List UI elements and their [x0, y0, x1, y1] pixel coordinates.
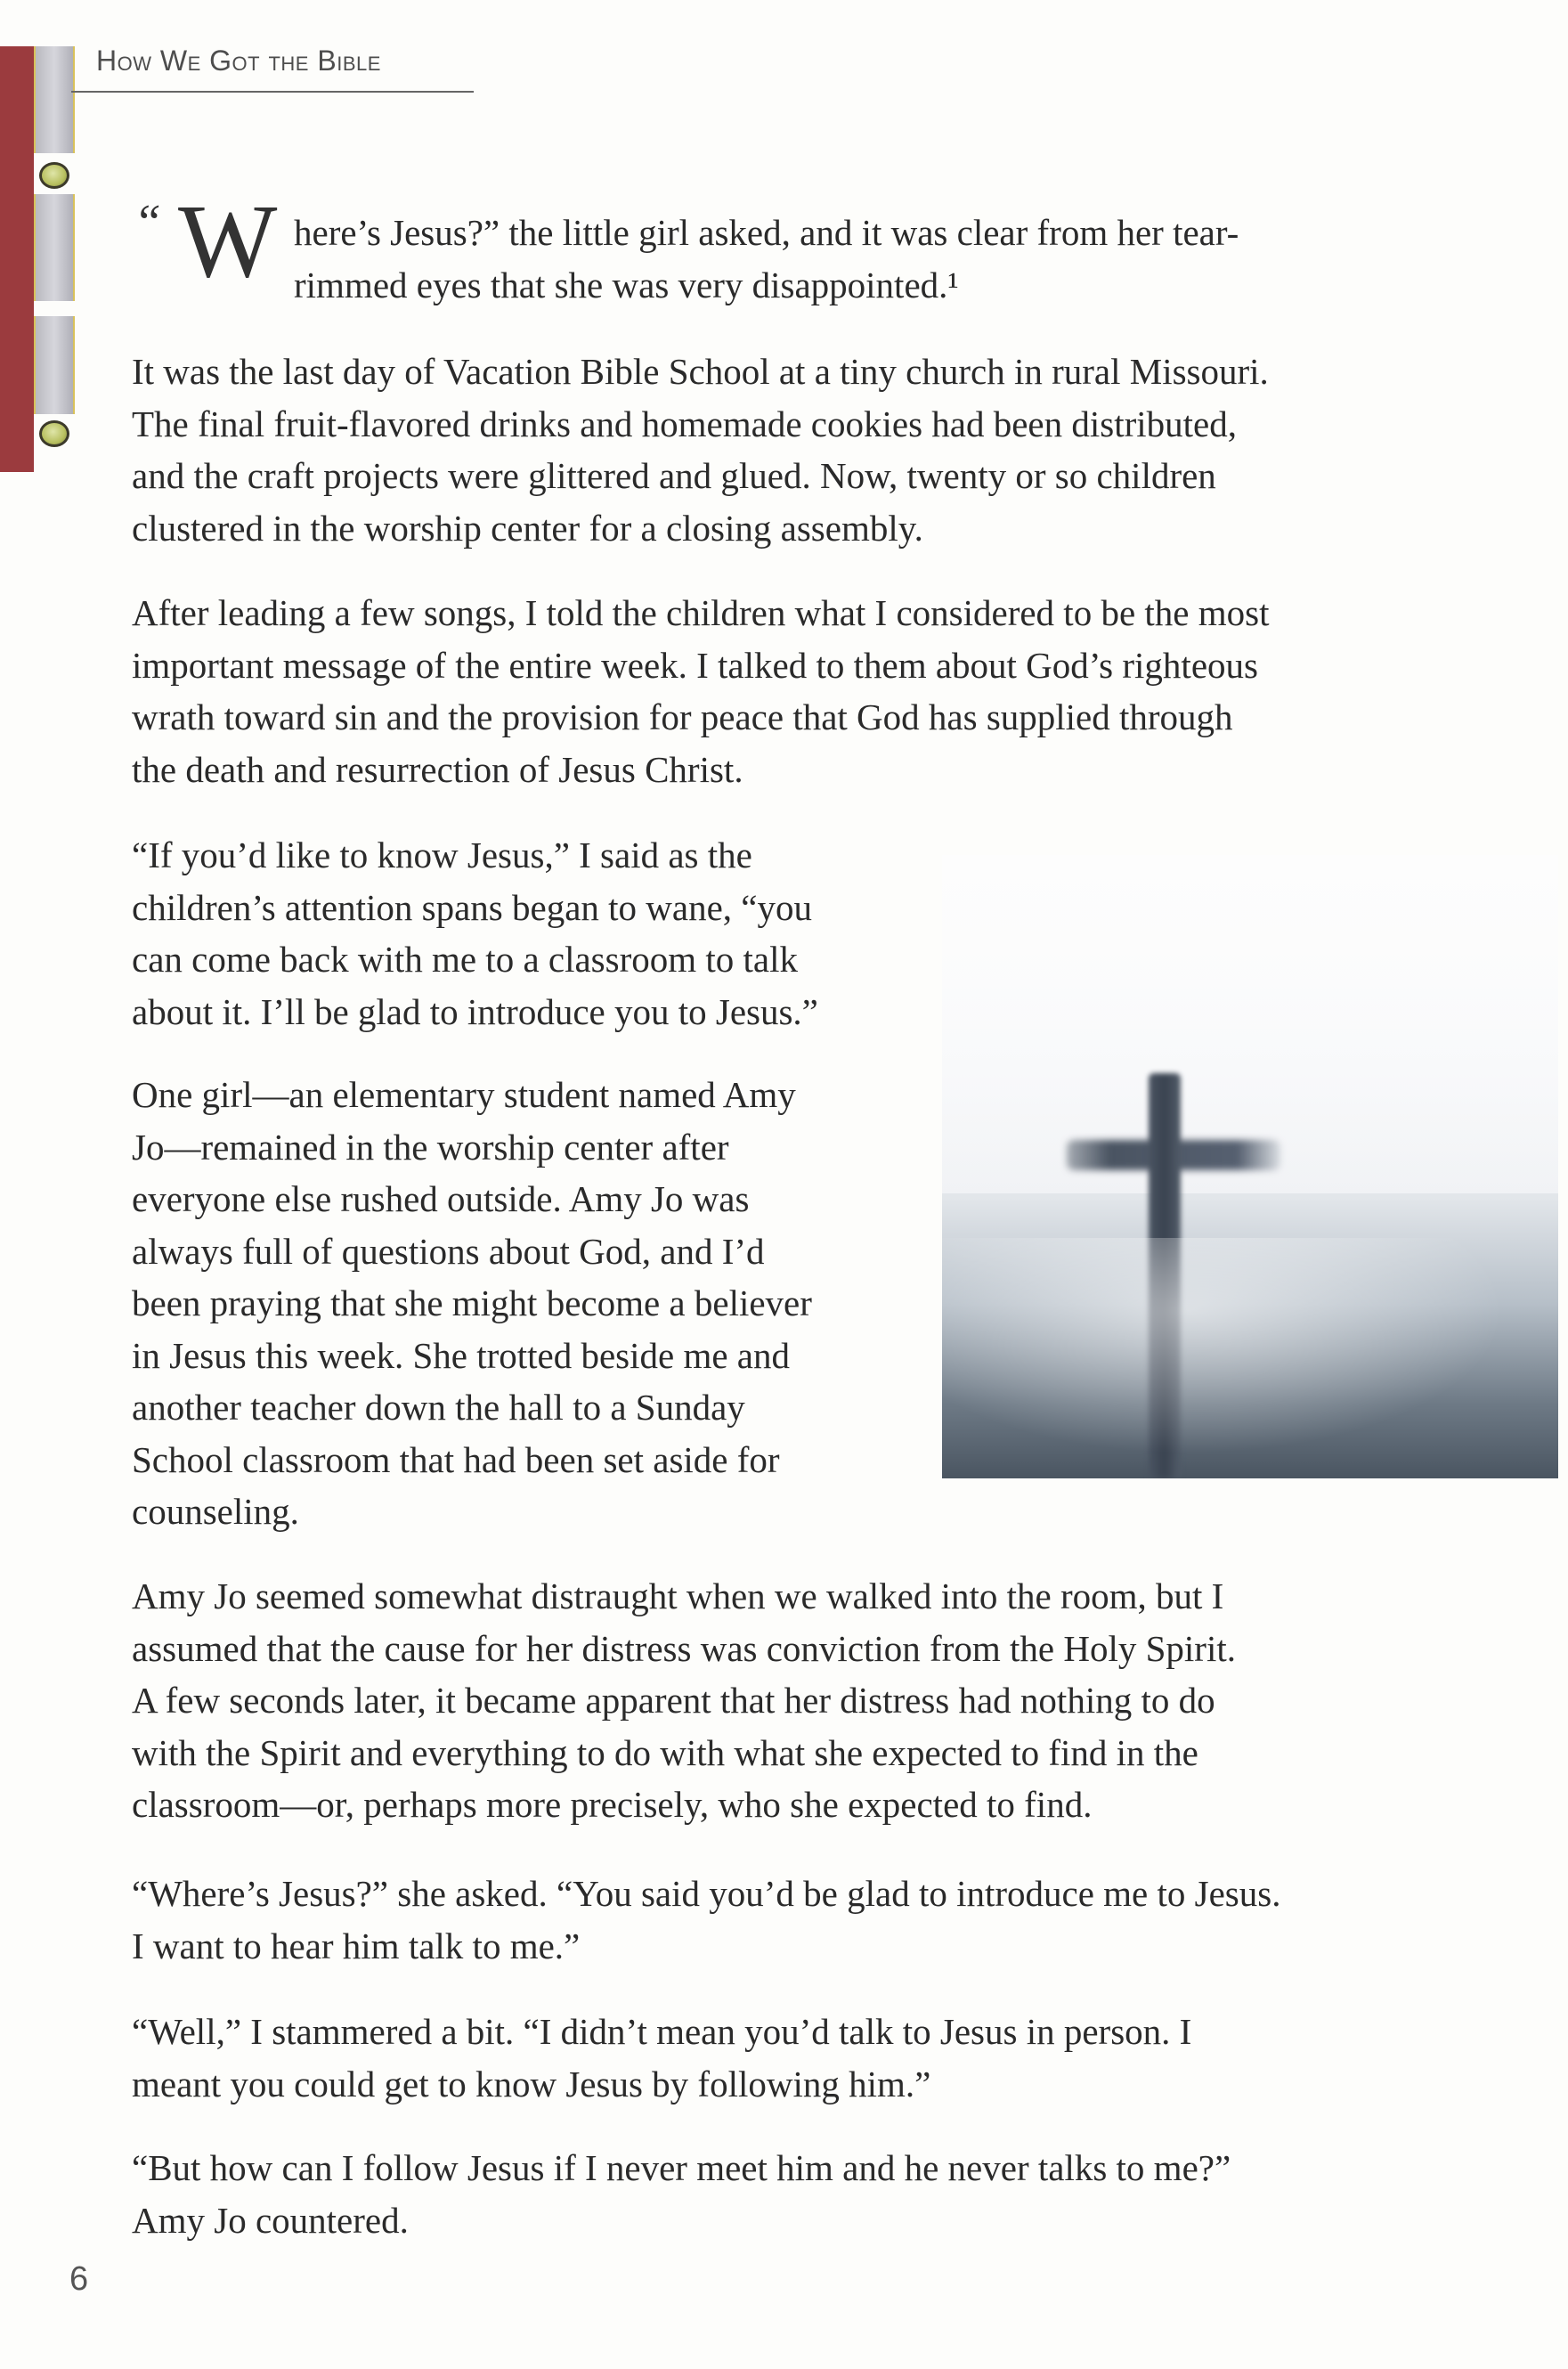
- text-line: wrath toward sin and the provision for peace that God has supplied through: [132, 696, 1233, 737]
- paragraph-7: [132, 2006, 1191, 2110]
- text-line: “Well,” I stammered a bit. “I didn’t mean you’d talk to Jesus in person. I: [132, 2011, 1192, 2052]
- text-line: Jo—remained in the worship center after: [132, 1126, 729, 1168]
- text-line: classroom—or, perhaps more precisely, who she expected to find.: [132, 1784, 1093, 1825]
- text-line: School classroom that had been set aside for: [132, 1438, 780, 1480]
- text-line: The final fruit-flavored drinks and homemade cookies had been distributed,: [132, 403, 1237, 444]
- text-line: children’s attention spans began to wane, “you: [132, 886, 812, 928]
- text-line: meant you could get to know Jesus by following him.”: [132, 2063, 931, 2104]
- text-line: important message of the entire week. I talked to them about God’s righteous: [132, 644, 1258, 686]
- text-line: can come back with me to a classroom to talk: [132, 939, 799, 980]
- header-rule: [71, 91, 474, 93]
- running-head: How We Got the Bible: [96, 45, 381, 77]
- cross-photo: [942, 855, 1558, 1478]
- paragraph-4: [132, 1069, 812, 1538]
- text-line: and the craft projects were glittered and glued. Now, twenty or so children: [132, 455, 1216, 496]
- side-decoration-block: [34, 194, 75, 301]
- paragraph-3: [132, 829, 818, 1038]
- drop-cap: W: [178, 183, 278, 299]
- text-line: always full of questions about God, and I’d: [132, 1230, 765, 1272]
- side-oval-ornament: [39, 420, 69, 447]
- text-line: assumed that the cause for her distress was conviction from the Holy Spirit.: [132, 1627, 1236, 1669]
- paragraph-1: [132, 346, 1269, 554]
- text-line: been praying that she might become a believer: [132, 1282, 812, 1323]
- paragraph-6: [132, 1868, 1280, 1972]
- paragraph-8: [132, 2142, 1231, 2246]
- text-line: “Where’s Jesus?” she asked. “You said you’d be glad to introduce me to Jesus.: [132, 1873, 1281, 1914]
- text-line: in Jesus this week. She trotted beside me and: [132, 1334, 791, 1376]
- ground-haze: [942, 1238, 1558, 1478]
- text-line: here’s Jesus?” the little girl asked, and it was clear from her tear-: [294, 212, 1239, 253]
- side-accent-strip: [0, 46, 34, 472]
- paragraph-5: [132, 1570, 1236, 1831]
- text-line: Amy Jo seemed somewhat distraught when we walked into the room, but I: [132, 1575, 1224, 1616]
- text-line: about it. I’ll be glad to introduce you to Jesus.”: [132, 990, 818, 1032]
- opening-quote-mark: “: [134, 195, 157, 250]
- text-line: A few seconds later, it became apparent that her distress had nothing to do: [132, 1680, 1215, 1721]
- text-line: “If you’d like to know Jesus,” I said as the: [132, 834, 752, 875]
- side-oval-ornament: [39, 162, 69, 189]
- text-line: Amy Jo countered.: [132, 2199, 409, 2241]
- text-line: rimmed eyes that she was very disappointed.¹: [294, 264, 959, 305]
- text-line: clustered in the worship center for a closing assembly.: [132, 507, 923, 549]
- text-line: I want to hear him talk to me.”: [132, 1925, 581, 1966]
- text-line: One girl—an elementary student named Amy: [132, 1074, 796, 1115]
- paragraph-2: [132, 587, 1269, 795]
- page-number: 6: [69, 2260, 89, 2298]
- text-line: counseling.: [132, 1491, 299, 1532]
- side-decoration-block: [34, 316, 75, 414]
- text-line: with the Spirit and everything to do with what she expected to find in the: [132, 1731, 1198, 1773]
- opening-paragraph: [294, 207, 1239, 311]
- text-line: another teacher down the hall to a Sunday: [132, 1387, 745, 1428]
- text-line: “But how can I follow Jesus if I never meet him and he never talks to me?”: [132, 2147, 1231, 2188]
- text-line: everyone else rushed outside. Amy Jo was: [132, 1178, 750, 1219]
- text-line: It was the last day of Vacation Bible School at a tiny church in rural Missouri.: [132, 351, 1269, 392]
- text-line: the death and resurrection of Jesus Christ.: [132, 748, 743, 790]
- side-decoration-block: [34, 46, 75, 153]
- text-line: After leading a few songs, I told the children what I considered to be the most: [132, 592, 1270, 633]
